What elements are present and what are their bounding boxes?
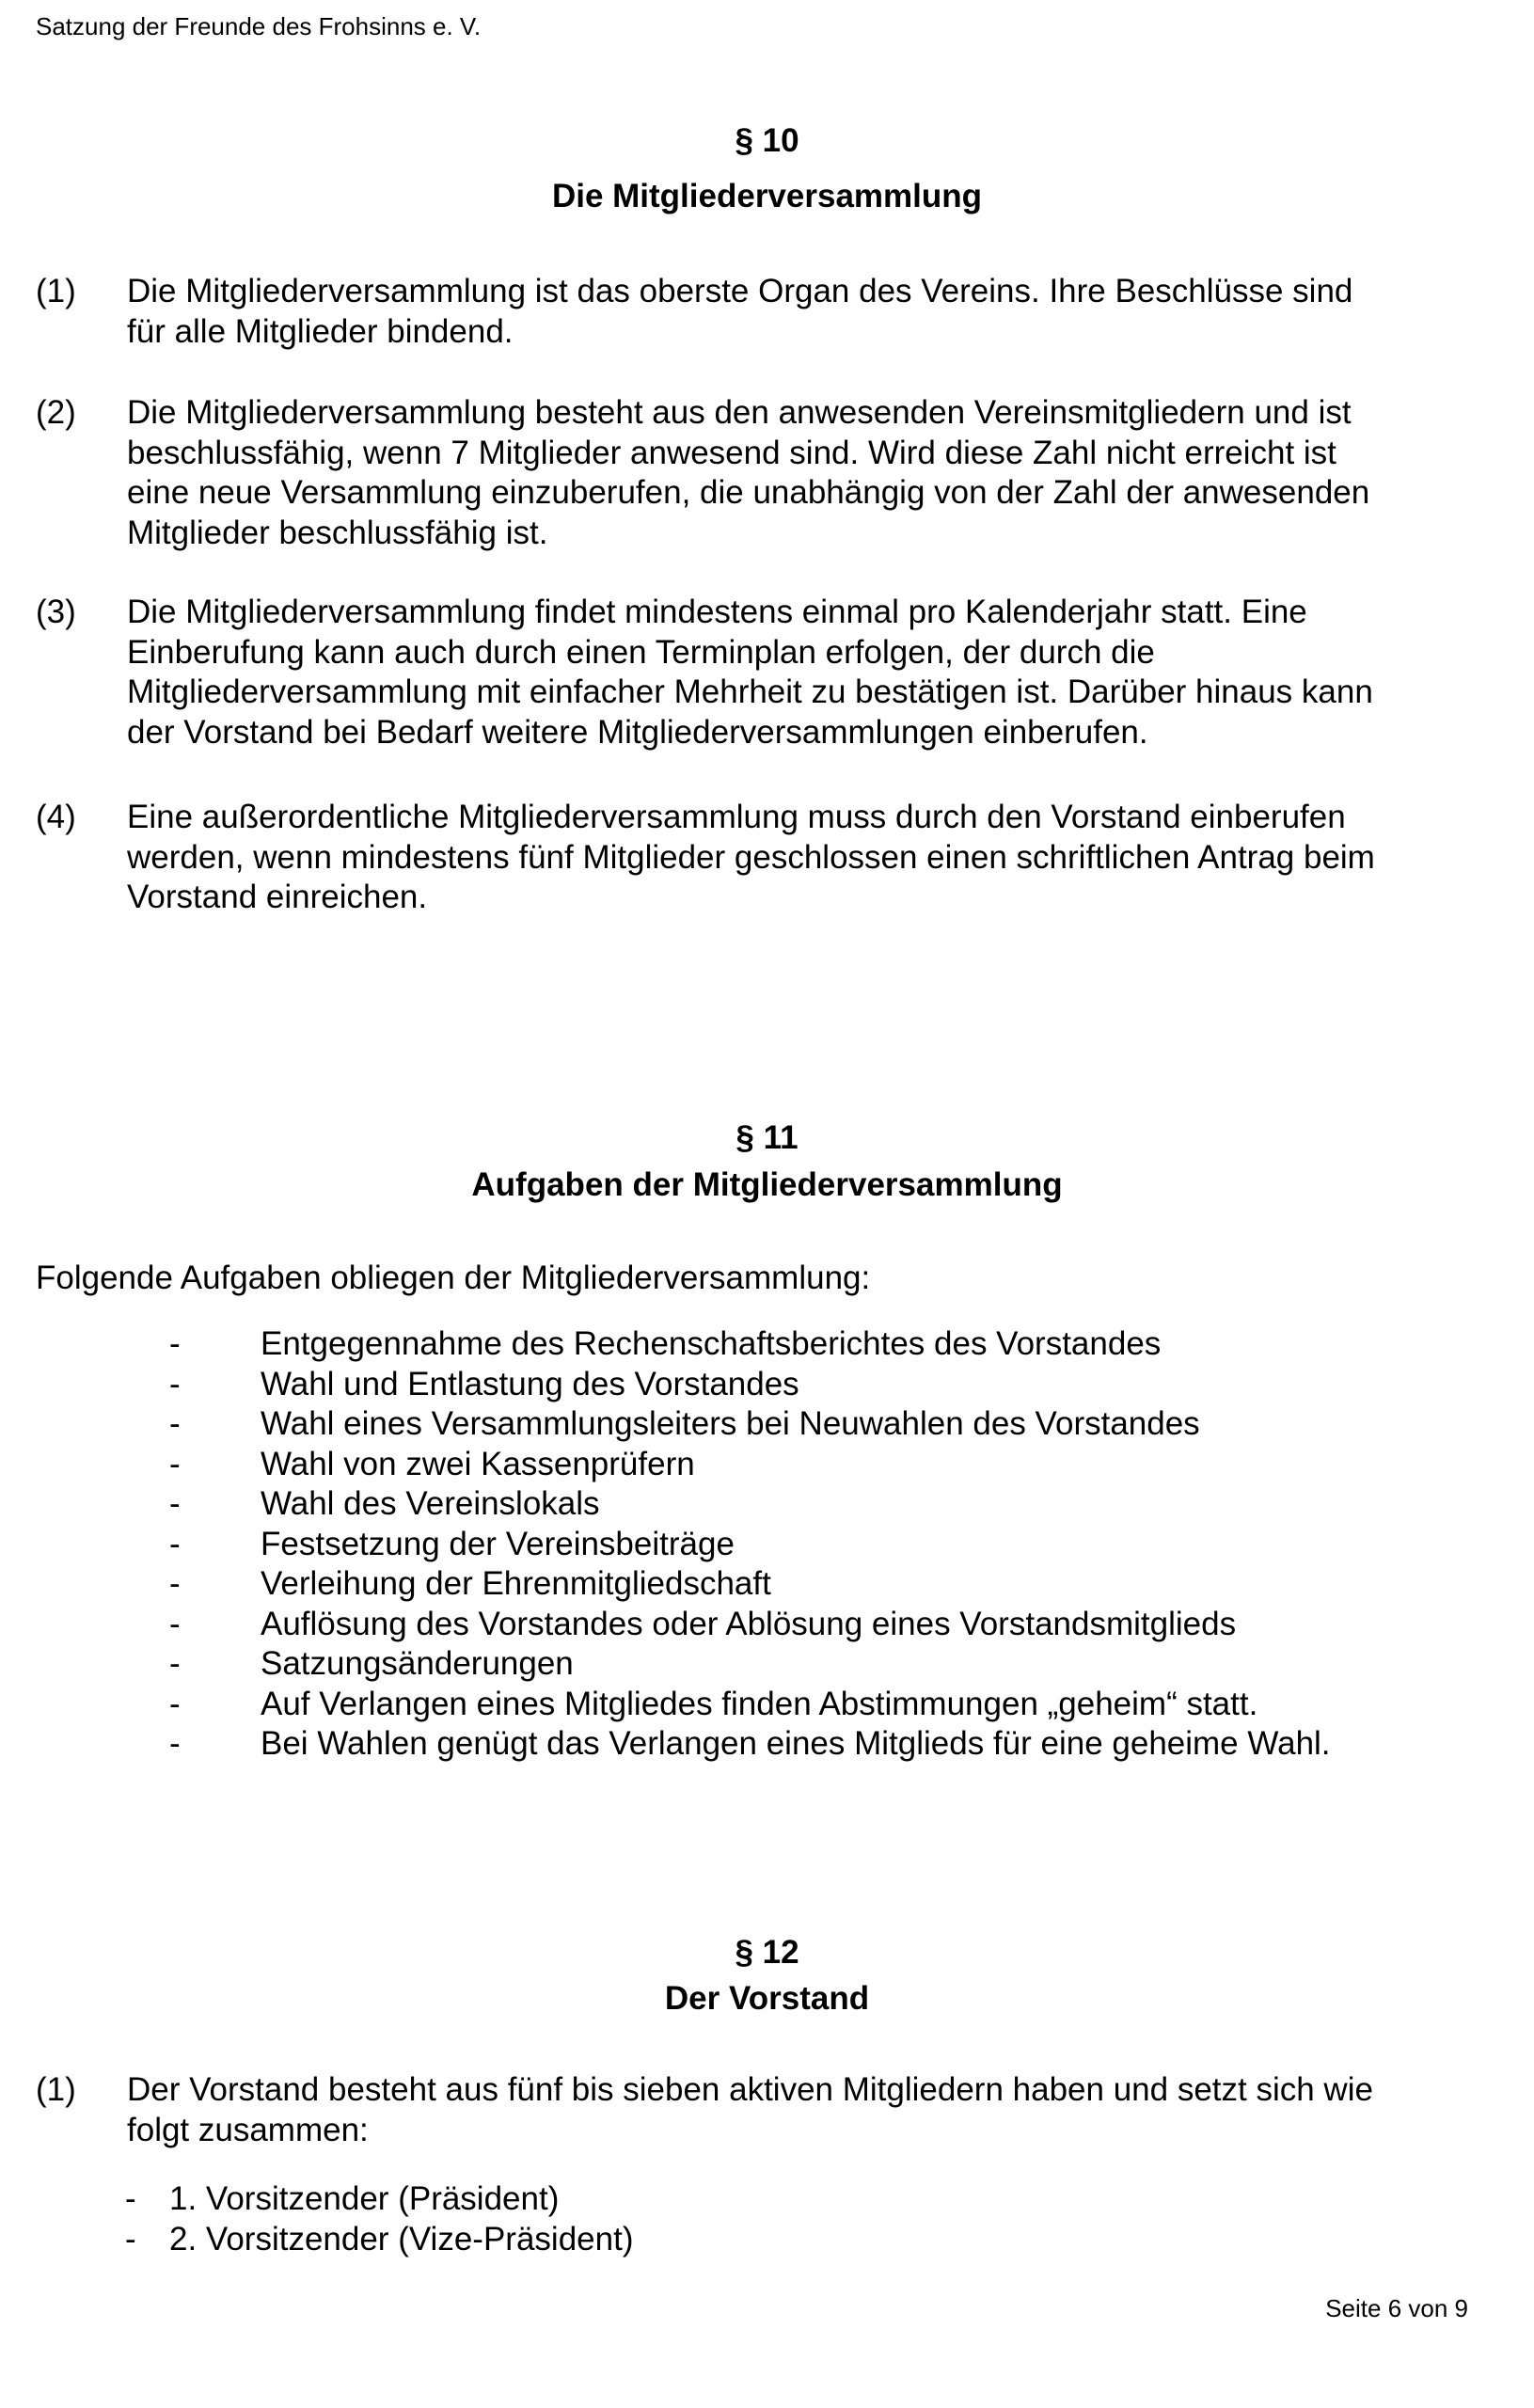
list-dash: - [169, 1485, 181, 1522]
list-item [169, 1685, 1331, 1725]
section-10-paragraph-2 [36, 393, 1503, 553]
section-11-number: § 11 [735, 1119, 799, 1156]
paragraph-number: (2) [36, 394, 76, 431]
section-11-title: Aufgaben der Mitgliederversammlung [471, 1166, 1063, 1203]
section-10-paragraph-4 [36, 798, 1503, 918]
paragraph-line: für alle Mitglieder bindend. [127, 312, 514, 350]
paragraph-line: Die Mitgliederversammlung findet mindestens einmal pro Kalenderjahr statt. Eine [127, 594, 1307, 630]
section-10-paragraph-1 [36, 272, 1503, 352]
list-dash: - [169, 1645, 181, 1682]
list-item-text: 1. Vorsitzender (Präsident) [169, 2180, 560, 2217]
paragraph-line: Eine außerordentliche Mitgliederversammlung muss durch den Vorstand einberufen [127, 799, 1346, 835]
list-item [169, 1404, 1331, 1445]
list-item [169, 1484, 1331, 1525]
paragraph-line: Mitgliederversammlung mit einfacher Mehrheit zu bestätigen ist. Darüber hinaus kann [127, 673, 1373, 710]
list-item [169, 1525, 1331, 1565]
paragraph-number: (1) [36, 273, 76, 309]
paragraph-number: (1) [36, 2071, 76, 2108]
paragraph-line: Die Mitgliederversammlung ist das oberste Organ des Vereins. Ihre Beschlüsse sind [127, 273, 1353, 309]
paragraph-line: Einberufung kann auch durch einen Terminplan erfolgen, der durch die [127, 633, 1155, 671]
list-item-text: Festsetzung der Vereinsbeiträge [261, 1525, 735, 1562]
list-item-text: Bei Wahlen genügt das Verlangen eines Mitglieds für eine geheime Wahl. [261, 1725, 1331, 1762]
list-item [169, 1365, 1331, 1405]
list-dash: - [169, 1605, 181, 1642]
list-item [169, 1445, 1331, 1485]
list-item-text: Entgegennahme des Rechenschaftsberichtes des Vorstandes [261, 1325, 1162, 1362]
section-10-title: Die Mitgliederversammlung [551, 178, 983, 214]
list-dash: - [169, 1405, 181, 1442]
list-item-text: Wahl des Vereinslokals [261, 1485, 600, 1522]
paragraph-number: (4) [36, 799, 76, 835]
list-dash: - [169, 1685, 181, 1722]
list-item [125, 2179, 633, 2220]
list-item [169, 1324, 1331, 1365]
list-dash: - [125, 2220, 136, 2258]
list-dash: - [169, 1525, 181, 1562]
list-item-text: Wahl eines Versammlungsleiters bei Neuwahlen des Vorstandes [261, 1405, 1200, 1442]
section-12-title: Der Vorstand [664, 1980, 870, 2017]
list-dash: - [125, 2180, 136, 2217]
list-item-text: Auflösung des Vorstandes oder Ablösung eines Vorstandsmitglieds [261, 1605, 1237, 1642]
list-dash: - [169, 1325, 181, 1362]
paragraph-line: folgt zusammen: [127, 2111, 369, 2148]
paragraph-line: eine neue Versammlung einzuberufen, die unabhängig von der Zahl der anwesenden [127, 474, 1370, 511]
list-dash: - [169, 1725, 181, 1762]
list-item [169, 1644, 1331, 1685]
section-12-number: § 12 [735, 1934, 799, 1971]
list-item [169, 1605, 1331, 1645]
list-item [169, 1564, 1331, 1605]
paragraph-line: Der Vorstand besteht aus fünf bis sieben aktiven Mitgliedern haben und setzt sich wie [127, 2071, 1373, 2108]
document-header: Satzung der Freunde des Frohsinns e. V. [36, 12, 482, 40]
list-dash: - [169, 1445, 181, 1482]
paragraph-line: Die Mitgliederversammlung besteht aus den anwesenden Vereinsmitgliedern und ist [127, 394, 1352, 431]
list-item-text: Wahl von zwei Kassenprüfern [261, 1445, 695, 1482]
paragraph-number: (3) [36, 594, 76, 630]
paragraph-line: beschlussfähig, wenn 7 Mitglieder anwesend sind. Wird diese Zahl nicht erreicht ist [127, 434, 1336, 471]
page-number: Seite 6 von 9 [1325, 2294, 1468, 2322]
list-item-text: 2. Vorsitzender (Vize-Präsident) [169, 2220, 634, 2258]
list-item-text: Auf Verlangen eines Mitgliedes finden Abstimmungen „geheim“ statt. [261, 1685, 1258, 1722]
paragraph-line: Vorstand einreichen. [127, 879, 428, 915]
paragraph-line: der Vorstand bei Bedarf weitere Mitgliederversammlungen einberufen. [127, 713, 1148, 751]
section-11-task-list [169, 1324, 1331, 1765]
section-10-number: § 10 [735, 122, 799, 159]
section-12-board-list [125, 2179, 633, 2259]
list-item [169, 1724, 1331, 1765]
paragraph-line: Mitglieder beschlussfähig ist. [127, 514, 548, 551]
section-12-paragraph-1 [36, 2070, 1503, 2150]
section-11-intro: Folgende Aufgaben obliegen der Mitgliederversammlung: [36, 1259, 871, 1296]
paragraph-line: werden, wenn mindestens fünf Mitglieder geschlossen einen schriftlichen Antrag beim [127, 838, 1375, 876]
list-item-text: Wahl und Entlastung des Vorstandes [261, 1365, 799, 1402]
list-item-text: Verleihung der Ehrenmitgliedschaft [261, 1565, 771, 1602]
list-item [125, 2220, 633, 2260]
list-dash: - [169, 1365, 181, 1402]
list-item-text: Satzungsänderungen [261, 1645, 574, 1682]
list-dash: - [169, 1565, 181, 1602]
section-10-paragraph-3 [36, 593, 1503, 752]
